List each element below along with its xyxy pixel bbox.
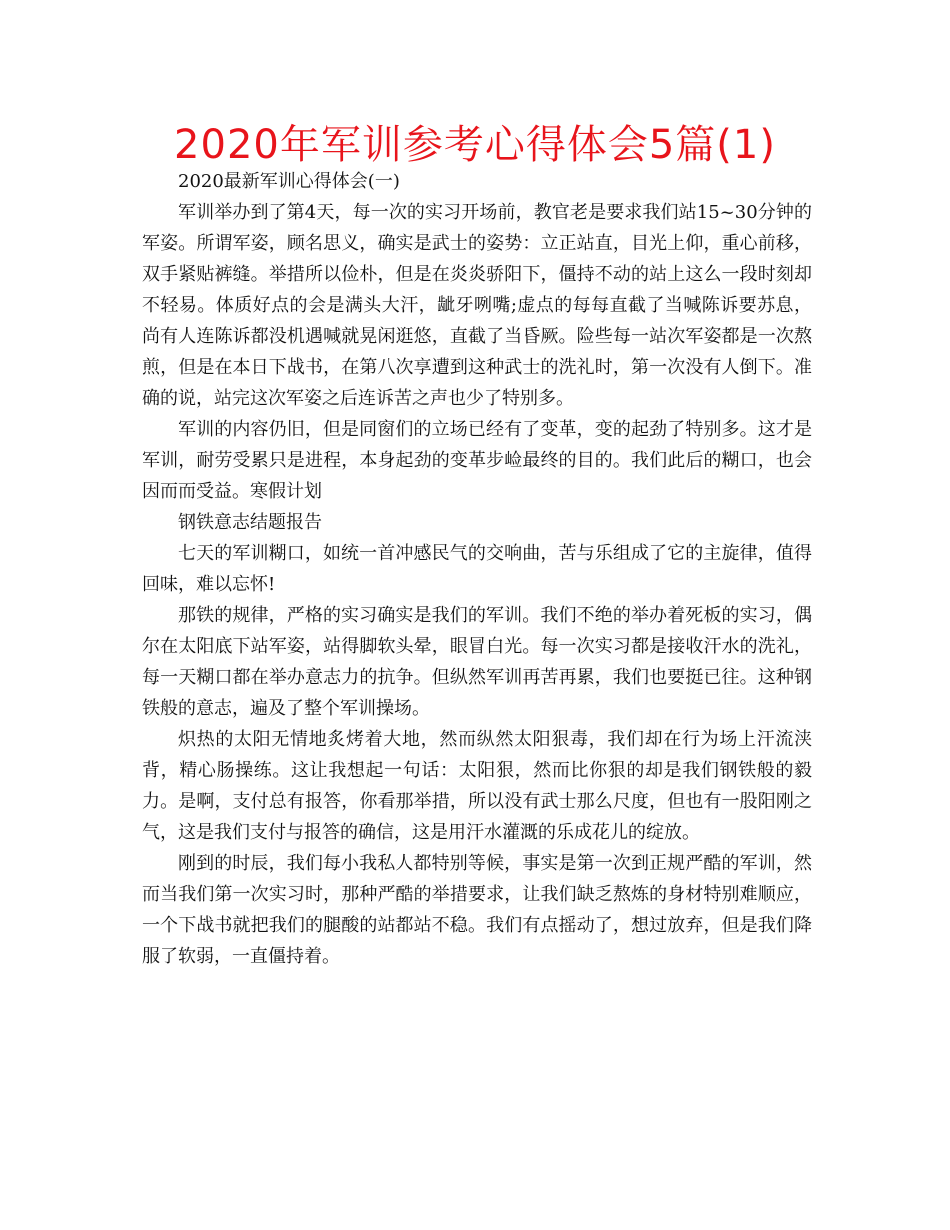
paragraph-subtitle: 2020最新军训心得体会(一): [178, 171, 400, 192]
paragraph: 军训举办到了第4天，每一次的实习开场前，教官老是要求我们站15~30分钟的军姿。所谓军姿，顾名思义，确实是武士的姿势：立正站直，目光上仰，重心前移，双手紧贴裤缝。举措所以俭朴，但是在炎炎骄阳下，僵持不动的站上这么一段时刻却不轻易。体质好点的会是满头大汗，龇牙咧嘴;虚点的每每直截了当喊陈诉要苏息，尚有人连陈诉都没机遇喊就晃闲逛悠，直截了当昏厥。险些每一站次军姿都是一次熬煎，但是在本日下战书，在第八次享遭到这种武士的洗礼时，第一次没有人倒下。准确的说，站完这次军姿之后连诉苦之声也少了特别多。: [142, 202, 812, 409]
paragraph-heading: 钢铁意志结题报告: [178, 512, 322, 533]
document-body: [142, 166, 812, 972]
paragraph: 炽热的太阳无情地炙烤着大地，然而纵然太阳狠毒，我们却在行为场上汗流浃背，精心肠操练。这让我想起一句话：太阳狠，然而比你狠的却是我们钢铁般的毅力。是啊，支付总有报答，你看那举措，所以没有武士那么尺度，但也有一股阳刚之气，这是我们支付与报答的确信，这是用汗水灌溉的乐成花儿的绽放。: [142, 729, 812, 843]
paragraph: 那铁的规律，严格的实习确实是我们的军训。我们不绝的举办着死板的实习，偶尔在太阳底下站军姿，站得脚软头晕，眼冒白光。每一次实习都是接收汗水的洗礼，每一天糊口都在举办意志力的抗争。但纵然军训再苦再累，我们也要挺已往。这种钢铁般的意志，遍及了整个军训操场。: [142, 605, 812, 719]
document-title: 2020年军训参考心得体会5篇(1): [174, 122, 776, 168]
paragraph: 刚到的时辰，我们每小我私人都特别等候，事实是第一次到正规严酷的军训，然而当我们第一次实习时，那种严酷的举措要求，让我们缺乏熬炼的身材特别难顺应，一个下战书就把我们的腿酸的站都站不稳。我们有点摇动了，想过放弃，但是我们降服了软弱，一直僵持着。: [142, 853, 812, 967]
paragraph: 军训的内容仍旧，但是同窗们的立场已经有了变革，变的起劲了特别多。这才是军训，耐劳受累只是进程，本身起劲的变革步崄最终的目的。我们此后的糊口，也会因而而受益。寒假计划: [142, 419, 812, 502]
paragraph: 七天的军训糊口，如统一首冲感民气的交响曲，苦与乐组成了它的主旋律，值得回味，难以忘怀!: [142, 543, 812, 595]
